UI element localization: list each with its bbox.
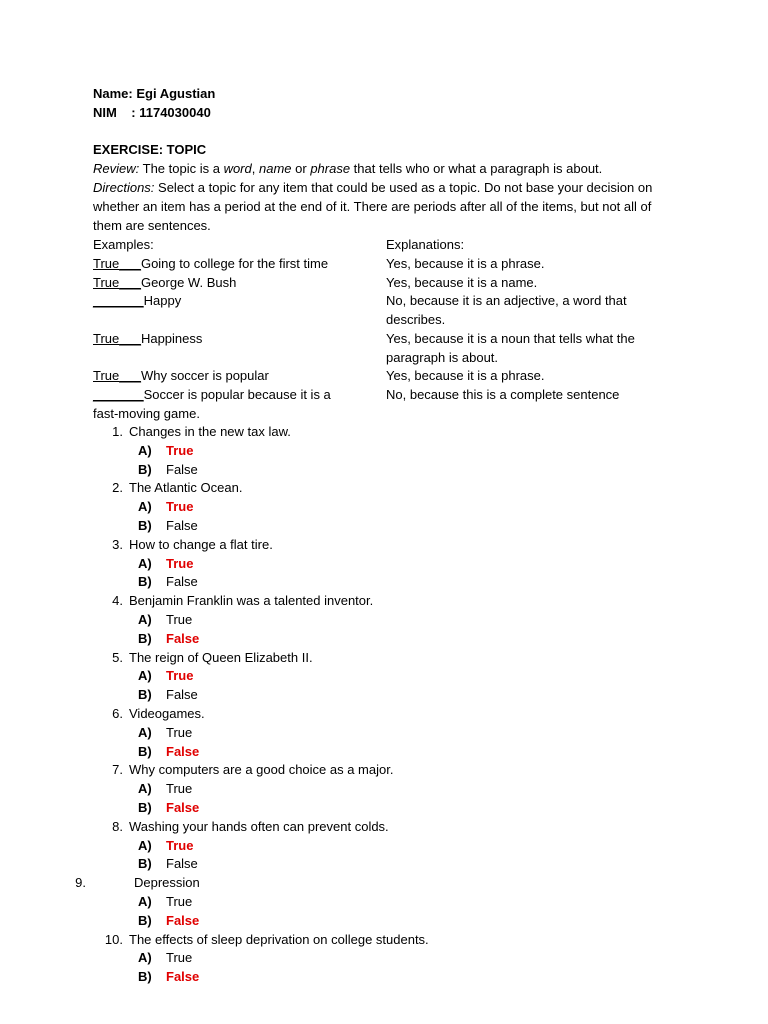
option-a-text[interactable]: True [166,894,193,909]
option-b-text[interactable]: False [166,461,198,477]
exercise-title: EXERCISE: TOPIC [93,142,207,157]
example-row: True___Happiness [93,331,203,346]
example-explanation: No, because it is an adjective, a word that describes. [386,293,627,327]
option-b-letter[interactable]: B) [138,969,152,985]
option-a-text[interactable]: True [166,668,194,684]
option-a-letter[interactable]: A) [138,499,152,515]
question-number: 7. [112,762,123,778]
option-a-letter[interactable]: A) [138,781,152,797]
option-a-text[interactable]: True [166,781,193,797]
question-number: 10. [104,931,123,947]
examples-header: Examples: [93,237,154,252]
question-text: Changes in the new tax law. [129,424,291,439]
option-a-text[interactable]: True [166,950,193,966]
example-explanation: No, because this is a complete sentence [386,387,620,402]
option-b-text[interactable]: False [166,687,198,703]
question-text: The Atlantic Ocean. [129,480,243,496]
question-number: 8. [112,818,123,834]
option-a-letter[interactable]: A) [138,950,152,966]
option-a-text[interactable]: True [166,555,194,571]
option-b-text[interactable]: False [166,912,200,928]
option-b-letter[interactable]: B) [138,856,152,872]
option-b-text[interactable]: False [166,800,200,815]
option-a-letter[interactable]: A) [138,894,152,909]
example-row: True___George W. Bush [93,275,237,290]
question-text: The effects of sleep deprivation on college students. [129,931,429,947]
question-text: Why computers are a good choice as a major. [129,762,394,778]
option-a-letter[interactable]: A) [138,555,152,571]
option-b-text[interactable]: False [166,574,198,590]
explanations-header: Explanations: [386,237,465,252]
example-row: True___Going to college for the first time [93,256,329,271]
option-a-letter[interactable]: A) [138,442,152,458]
option-a-letter[interactable]: A) [138,612,152,627]
option-b-text[interactable]: False [166,969,200,985]
option-b-letter[interactable]: B) [138,687,152,703]
question-number: 3. [112,536,123,552]
option-b-text[interactable]: False [166,518,198,533]
student-nim: NIM : 1174030040 [93,105,211,120]
option-b-text[interactable]: False [166,630,200,646]
student-name: Name: Egi Agustian [93,86,216,101]
example-explanation: Yes, because it is a name. [386,275,538,290]
directions-label: Directions: [93,180,155,195]
option-b-letter[interactable]: B) [138,461,152,477]
example-row: _______Soccer is popular because it is a fast-moving game. [93,387,331,421]
review-line: Review: The topic is a word, name or phrase that tells who or what a paragraph is about. [93,161,603,176]
option-b-letter[interactable]: B) [138,800,152,815]
option-b-letter[interactable]: B) [138,630,152,646]
example-explanation: Yes, because it is a noun that tells what the paragraph is about. [386,331,635,365]
review-label: Review: [93,161,140,176]
directions-paragraph [93,179,668,235]
question-number: 2. [112,480,123,496]
option-a-letter[interactable]: A) [138,668,152,684]
question-number: 1. [112,424,123,439]
question-number: 4. [112,593,123,609]
question-text: Benjamin Franklin was a talented inventor. [129,593,374,609]
example-explanation: Yes, because it is a phrase. [386,368,545,383]
question-number: 5. [112,649,123,665]
option-b-text[interactable]: False [166,856,198,872]
option-a-letter[interactable]: A) [138,837,152,853]
question-text: How to change a flat tire. [129,536,273,552]
example-row: True___Why soccer is popular [93,368,269,383]
option-a-text[interactable]: True [166,499,194,515]
example-explanation: Yes, because it is a phrase. [386,256,545,271]
question-text: The reign of Queen Elizabeth II. [129,649,313,665]
question-text: Depression [134,875,200,891]
option-a-text[interactable]: True [166,837,194,853]
option-b-letter[interactable]: B) [138,518,152,533]
option-b-letter[interactable]: B) [138,743,152,759]
question-text: Videogames. [129,706,205,721]
question-number: 9. [75,875,86,891]
option-a-letter[interactable]: A) [138,724,152,740]
question-text: Washing your hands often can prevent colds. [129,818,389,834]
option-a-text[interactable]: True [166,724,193,740]
option-a-text[interactable]: True [166,612,193,627]
option-b-letter[interactable]: B) [138,912,152,928]
question-number: 6. [112,706,123,721]
option-b-text[interactable]: False [166,743,200,759]
directions-text: Select a topic for any item that could be used as a topic. Do not base your decision on whether an item has a period at the end of it. There are periods after all of the items, but not all of them are sentences. [93,180,653,233]
option-b-letter[interactable]: B) [138,574,152,590]
example-row: _______Happy [93,293,182,308]
option-a-text[interactable]: True [166,442,194,458]
